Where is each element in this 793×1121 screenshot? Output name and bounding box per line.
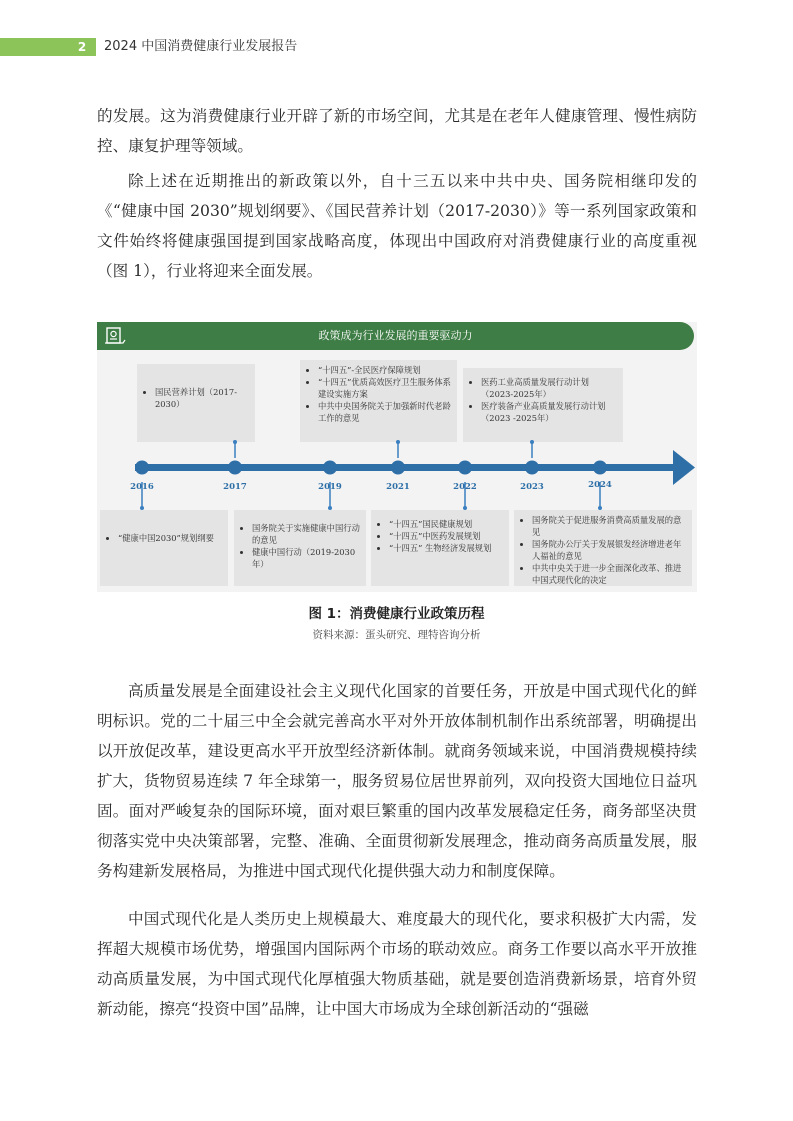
page-header: [0, 38, 793, 58]
banner-title: 政策成为行业发展的重要驱动力: [318, 329, 473, 342]
year-label: 2023: [520, 482, 544, 492]
paragraph-3: 高质量发展是全面建设社会主义现代化国家的首要任务，开放是中国式现代化的鲜明标识。党的二十届三中全会就完善高水平对外开放体制机制作出系统部署，明确提出以开放促改革，建设更高水平开放型经济新体制。就商务领域来说，中国消费规模持续扩大，货物贸易连续 7 年全球第一，服务贸易位居世界前列，双向投资大国地位日益巩固。面对严峻复杂的国际环境，面对艰巨繁重的国内改革发展稳定任务，商务部坚决贯彻落实党中央决策部署，完整、准确、全面贯彻新发展理念，推动商务高质量发展，服务构建新发展格局，为推进中国式现代化提供强大动力和制度保障。: [97, 682, 697, 880]
paragraph-2: 除上述在近期推出的新政策以外，自十三五以来中共中央、国务院相继印发的《“健康中国 2030”规划纲要》、《国民营养计划（2017-2030）》等一系列国家政策和文件始终将健康强国提到国家战略高度，体现出中国政府对消费健康行业的高度重视（图 1），行业将迎来全面发展。: [97, 172, 697, 280]
policy-item: • 国务院关于实施健康中国行动的意见: [252, 522, 362, 546]
year-label: 2016: [130, 482, 154, 492]
paragraph-1: 的发展。这为消费健康行业开辟了新的市场空间，尤其是在老年人健康管理、慢性病防控、康复护理等领域。: [97, 107, 697, 155]
year-label: 2019: [318, 482, 342, 492]
policy-item: • 医疗装备产业高质量发展行动计划（2023 -2025年）: [481, 400, 619, 424]
policy-box-2024: [514, 510, 692, 586]
policy-item: • “十四五”优质高效医疗卫生服务体系建设实施方案: [318, 376, 453, 400]
page-number: 2: [77, 40, 87, 54]
policy-item: • 中共中央国务院关于加强新时代老龄工作的意见: [318, 400, 453, 424]
policy-box-2019: [234, 510, 366, 586]
policy-item: • “健康中国2030”规划纲要: [118, 532, 224, 544]
policy-item: • “十四五”中医药发展规划: [389, 530, 505, 542]
policy-box-2016: [100, 510, 228, 586]
policy-timeline-figure: [97, 322, 697, 592]
year-label: 2021: [386, 482, 410, 492]
report-title: 2024 中国消费健康行业发展报告: [104, 39, 298, 54]
year-label: 2024: [588, 480, 612, 490]
policy-box-2022: [371, 510, 509, 586]
policy-item: • 医药工业高质量发展行动计划（2023-2025年）: [481, 376, 619, 400]
policy-item: • “十四五” 生物经济发展规划: [389, 542, 505, 554]
policy-item: • 国务院办公厅关于发展银发经济增进老年人福祉的意见: [532, 538, 688, 562]
policy-item: • 国民营养计划（2017-2030）: [155, 386, 251, 410]
paragraph-4: 中国式现代化是人类历史上规模最大、难度最大的现代化，要求积极扩大内需，发挥超大规模市场优势，增强国内国际两个市场的联动效应。商务工作要以高水平开放推动高质量发展，为中国式现代化厚植强大物质基础，就是要创造消费新场景，培育外贸新动能，擦亮“投资中国”品牌，让中国大市场成为全球创新活动的“强磁: [97, 910, 697, 1018]
figure-source: 资料来源：蛋头研究、理特咨询分析: [312, 629, 481, 641]
policy-item: • “十四五”-全民医疗保障规划: [318, 364, 453, 376]
policy-item: • 健康中国行动（2019-2030年）: [252, 546, 362, 570]
policy-item: • 中共中央关于进一步全面深化改革、推进中国式现代化的决定: [532, 562, 688, 586]
figure-caption: 图 1：消费健康行业政策历程: [308, 606, 485, 622]
policy-item: • “十四五”国民健康规划: [389, 518, 505, 530]
year-label: 2017: [223, 482, 247, 492]
year-label: 2022: [453, 482, 477, 492]
policy-item: • 国务院关于促进服务消费高质量发展的意见: [532, 514, 688, 538]
